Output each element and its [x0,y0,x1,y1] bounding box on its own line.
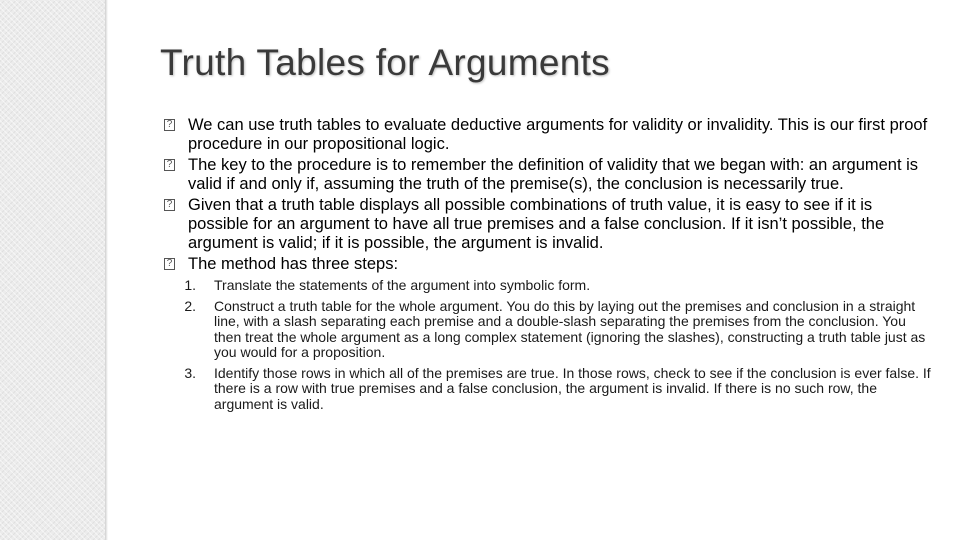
step-item [172,278,934,294]
bullet-icon: ? [164,258,175,270]
step-item [172,366,934,413]
step-text: Translate the statements of the argument into symbolic form. [214,277,591,293]
bullet-icon: ? [164,159,175,171]
bullet-item [164,116,934,154]
bullet-list [164,116,934,417]
numbered-steps [172,278,934,412]
step-number: 3. [184,364,196,381]
bullet-text: We can use truth tables to evaluate deductive arguments for validity or invalidity. This is our first proof procedure in our propositional logic. [188,116,928,153]
bullet-text: Given that a truth table displays all possible combinations of truth value, it is easy to see if it is possible for an argument to have all true premises and a false conclusion. If it isn’t possible, the argument is valid; if it is possible, the argument is invalid. [188,196,885,252]
bullet-text: The key to the procedure is to remember the definition of validity that we began with: an argument is valid if and only if, assuming the truth of the premise(s), the conclusion is necessarily true. [188,156,919,193]
step-item [172,299,934,361]
step-text: Construct a truth table for the whole argument. You do this by laying out the premises and conclusion in a straight line, with a slash separating each premise and a double-slash separating the premises from the conclusion. You then treat the whole argument as a long complex statement (ignoring the slashes), constructing a truth table just as you would for a proposition. [214,297,926,360]
bullet-item [164,196,934,253]
bullet-icon: ? [164,199,175,211]
bullet-icon: ? [164,119,175,131]
bullet-text: The method has three steps: [188,255,399,273]
step-number: 2. [184,297,196,314]
bullet-item [164,255,934,274]
step-text: Identify those rows in which all of the premises are true. In those rows, check to see if the conclusion is ever false. If there is a row with true premises and a false conclusion, the argument is invalid. If there is no such row, the argument is valid. [214,364,931,412]
decorative-sidebar [0,0,106,540]
slide-title: Truth Tables for Arguments [160,42,610,83]
sidebar-edge [105,0,108,540]
bullet-item [164,156,934,194]
step-number: 1. [184,277,196,293]
